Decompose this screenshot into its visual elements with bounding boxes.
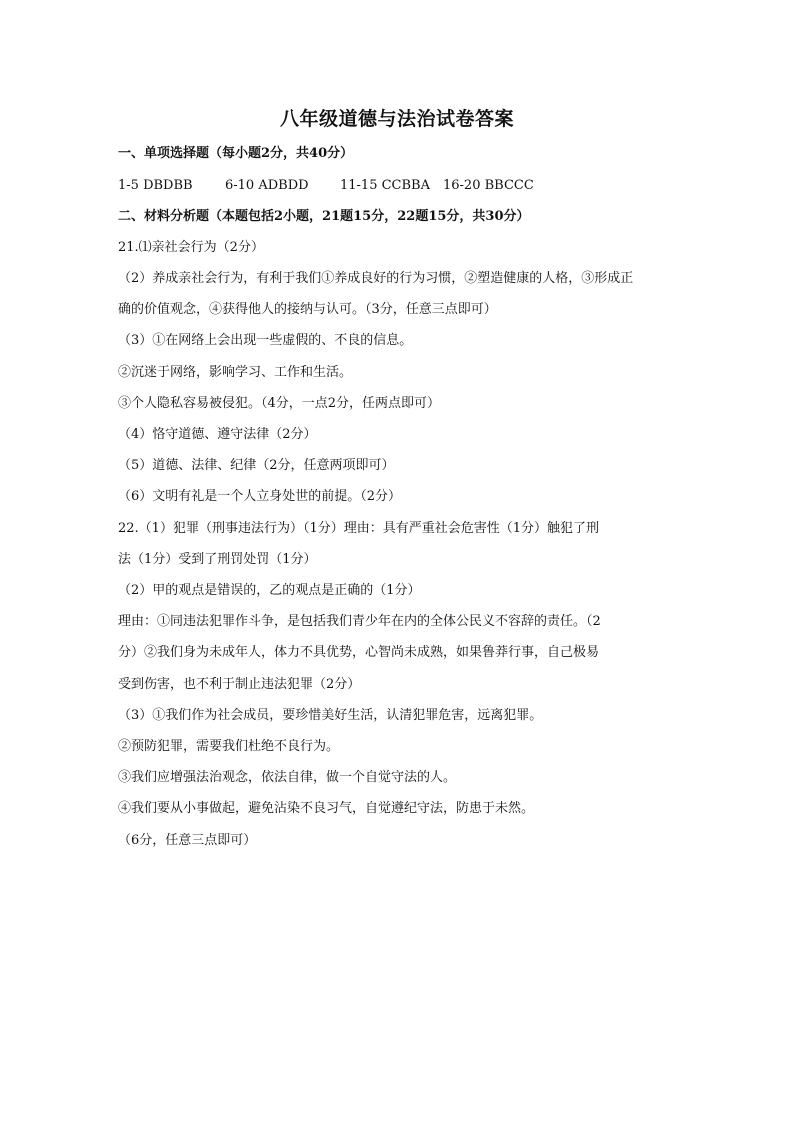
choice-answers-row bbox=[118, 177, 534, 195]
answers-1-5: 1-5 DBDBB bbox=[118, 178, 193, 193]
answer-line: （4）恪守道德、遵守法律（2分） bbox=[118, 427, 317, 442]
answer-line: 受到伤害，也不利于制止违法犯罪（2分） bbox=[118, 677, 361, 692]
section2-heading: 二、材料分析题（本题包括2小题，21题15分，22题15分，共30分） bbox=[118, 209, 530, 224]
answer-line: 22.（1）犯罪（刑事违法行为）（1分）理由：具有严重社会危害性（1分）触犯了刑 bbox=[118, 521, 599, 536]
answer-line: （2）甲的观点是错误的，乙的观点是正确的（1分） bbox=[118, 583, 421, 598]
answer-line: ④我们要从小事做起，避免沾染不良习气，自觉遵纪守法，防患于未然。 bbox=[118, 801, 535, 816]
answers-6-10: 6-10 ADBDD bbox=[225, 178, 309, 193]
answer-line: （6）文明有礼是一个人立身处世的前提。（2分） bbox=[118, 489, 402, 504]
answer-line: 理由：①同违法犯罪作斗争，是包括我们青少年在内的全体公民义不容辞的责任。（2 bbox=[118, 614, 601, 629]
answer-line: ③我们应增强法治观念，依法自律，做一个自觉守法的人。 bbox=[118, 770, 457, 785]
answer-line: 确的价值观念，④获得他人的接纳与认可。（3分，任意三点即可） bbox=[118, 302, 497, 317]
answer-line: （6分，任意三点即可） bbox=[118, 833, 257, 848]
answer-line: ③个人隐私容易被侵犯。（4分，一点2分，任两点即可） bbox=[118, 396, 441, 411]
answers-16-20: 16-20 BBCCC bbox=[443, 178, 534, 193]
answer-line: ②沉迷于网络，影响学习、工作和生活。 bbox=[118, 365, 353, 380]
answers-11-15: 11-15 CCBBA bbox=[340, 178, 430, 193]
answer-line: （2）养成亲社会行为，有利于我们①养成良好的行为习惯，②塑造健康的人格，③形成正 bbox=[118, 271, 634, 286]
answer-line: ②预防犯罪，需要我们杜绝不良行为。 bbox=[118, 739, 340, 754]
answer-line: 法（1分）受到了刑罚处罚（1分） bbox=[118, 552, 317, 567]
answer-line: 分）②我们身为未成年人，体力不具优势，心智尚未成熟，如果鲁莽行事，自己极易 bbox=[118, 645, 600, 660]
answer-line: 21.⑴亲社会行为（2分） bbox=[118, 240, 264, 255]
answer-line: （3）①我们作为社会成员，要珍惜美好生活，认清犯罪危害，远离犯罪。 bbox=[118, 708, 543, 723]
page-title: 八年级道德与法治试卷答案 bbox=[279, 108, 514, 130]
section1-heading: 一、单项选择题（每小题2分，共40分） bbox=[118, 146, 354, 161]
answer-line: （3）①在网络上会出现一些虚假的、不良的信息。 bbox=[118, 333, 413, 348]
answer-line: （5）道德、法律、纪律（2分，任意两项即可） bbox=[118, 458, 395, 473]
